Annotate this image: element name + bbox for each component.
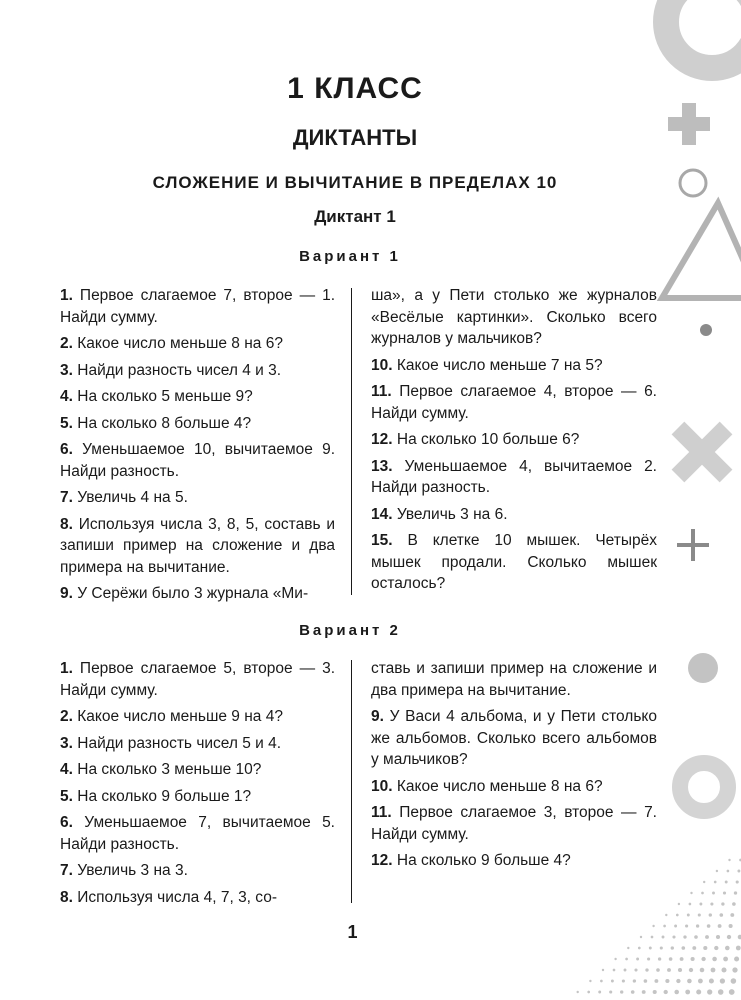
task-item bbox=[371, 429, 657, 451]
halftone-dot bbox=[703, 881, 705, 883]
grey-disc-icon bbox=[688, 653, 718, 683]
task-number: 3. bbox=[60, 734, 73, 752]
task-text: В клетке 10 мышек. Четырёх мышек продали. Сколько мышек осталось? bbox=[371, 532, 657, 592]
medium-ring-icon bbox=[680, 763, 728, 811]
halftone-dot bbox=[613, 969, 616, 972]
halftone-dot bbox=[674, 990, 679, 995]
task-item bbox=[60, 583, 335, 605]
task-number: 12. bbox=[371, 431, 393, 448]
halftone-dot bbox=[698, 979, 703, 984]
halftone-dot bbox=[680, 957, 684, 961]
halftone-dot bbox=[701, 957, 705, 961]
halftone-dot bbox=[633, 979, 636, 982]
halftone-dot bbox=[647, 957, 650, 960]
task-item bbox=[60, 759, 335, 781]
task-text: На сколько 8 больше 4? bbox=[77, 414, 252, 432]
halftone-dot bbox=[723, 891, 726, 894]
halftone-dot bbox=[660, 946, 663, 949]
task-item bbox=[60, 439, 335, 482]
halftone-dot bbox=[676, 979, 680, 983]
halftone-dot bbox=[725, 946, 730, 951]
halftone-dot bbox=[734, 956, 739, 961]
halftone-dot bbox=[727, 870, 730, 873]
task-text: Какое число меньше 7 на 5? bbox=[396, 356, 603, 374]
task-item bbox=[60, 887, 335, 909]
task-number: 1. bbox=[60, 660, 73, 677]
task-item bbox=[60, 413, 335, 435]
task-number: 12. bbox=[371, 852, 393, 869]
halftone-dot bbox=[676, 914, 679, 917]
task-text: Какое число меньше 9 на 4? bbox=[77, 708, 283, 725]
variant-1-title: Вариант 1 bbox=[299, 248, 401, 265]
task-item bbox=[371, 504, 657, 526]
task-text: На сколько 9 больше 1? bbox=[77, 787, 252, 805]
halftone-dot bbox=[644, 979, 648, 983]
halftone-dot bbox=[691, 957, 695, 961]
task-number: 4. bbox=[60, 388, 73, 405]
variant-1-left-column bbox=[60, 285, 335, 610]
task-item bbox=[371, 850, 657, 872]
task-number: 1. bbox=[60, 287, 73, 304]
halftone-dot bbox=[725, 881, 728, 884]
halftone-dot bbox=[642, 990, 646, 994]
variant-1-right-list bbox=[371, 355, 657, 595]
task-number: 8. bbox=[60, 515, 73, 533]
halftone-dot bbox=[719, 913, 723, 917]
halftone-dot bbox=[709, 913, 712, 916]
halftone-dot bbox=[678, 903, 680, 905]
halftone-dot bbox=[721, 967, 726, 972]
halftone-dot bbox=[730, 913, 734, 917]
task-text: Уменьшаемое 4, вычитаемое 2. Найди разность. bbox=[371, 457, 657, 496]
task-number: 5. bbox=[60, 787, 73, 805]
halftone-dot bbox=[624, 969, 627, 972]
halftone-dot bbox=[732, 902, 736, 906]
halftone-dot bbox=[671, 946, 674, 949]
halftone-dot bbox=[645, 968, 648, 971]
halftone-dot bbox=[699, 903, 702, 906]
task-item bbox=[371, 802, 657, 845]
halftone-dot bbox=[698, 913, 701, 916]
task-item bbox=[60, 386, 335, 408]
task-text: Какое число меньше 8 на 6? bbox=[77, 335, 283, 352]
task-number: 9. bbox=[371, 708, 384, 725]
task-text: Первое слагаемое 4, второе — 6. Найди сумму. bbox=[371, 383, 657, 422]
halftone-dot bbox=[667, 968, 671, 972]
halftone-dot bbox=[703, 946, 707, 950]
variant-2-left-column bbox=[60, 658, 335, 913]
halftone-dot bbox=[678, 968, 682, 972]
halftone-dot bbox=[714, 946, 718, 950]
halftone-dot bbox=[614, 958, 616, 960]
task-number: 7. bbox=[60, 489, 73, 506]
halftone-dot bbox=[729, 989, 735, 995]
halftone-dot bbox=[701, 892, 704, 895]
task-text: На сколько 3 меньше 10? bbox=[77, 761, 262, 778]
halftone-dot bbox=[620, 990, 623, 993]
variant-2-right-column bbox=[371, 658, 657, 877]
task-item bbox=[60, 658, 335, 701]
halftone-dot bbox=[577, 991, 579, 993]
halftone-dot bbox=[685, 990, 690, 995]
thin-plus-icon bbox=[677, 529, 709, 561]
halftone-dot bbox=[723, 957, 728, 962]
task-item bbox=[60, 812, 335, 855]
task-item bbox=[371, 355, 657, 377]
task-number: 3. bbox=[60, 361, 73, 379]
task-text: На сколько 5 меньше 9? bbox=[77, 388, 253, 405]
task-number: 9. bbox=[60, 585, 73, 602]
halftone-dot bbox=[658, 957, 661, 960]
page-number: 1 bbox=[347, 922, 358, 942]
halftone-dot bbox=[714, 881, 717, 884]
continuation-text: ша», а у Пети столько же журналов «Весёлые картинки». Сколько всего журналов у мальчиков? bbox=[371, 287, 657, 347]
halftone-dot bbox=[690, 892, 692, 894]
ring-icon bbox=[666, 0, 741, 68]
halftone-dot bbox=[598, 991, 601, 994]
task-item bbox=[60, 360, 335, 382]
halftone-dot bbox=[727, 935, 731, 939]
halftone-dot bbox=[625, 958, 628, 961]
halftone-dot bbox=[711, 968, 716, 973]
task-text: Найди разность чисел 4 и 3. bbox=[77, 361, 282, 379]
halftone-dot bbox=[705, 935, 709, 939]
task-item bbox=[371, 530, 657, 595]
halftone-dot bbox=[638, 947, 641, 950]
task-text: У Серёжи было 3 журнала «Ми- bbox=[77, 585, 309, 602]
halftone-dot bbox=[720, 978, 725, 983]
halftone-dot bbox=[721, 902, 724, 905]
task-number: 11. bbox=[371, 383, 392, 400]
task-text: Какое число меньше 8 на 6? bbox=[396, 777, 603, 795]
task-number: 2. bbox=[60, 335, 73, 352]
halftone-dot bbox=[718, 989, 724, 995]
task-number: 6. bbox=[60, 441, 73, 458]
task-item bbox=[371, 381, 657, 424]
halftone-dot bbox=[664, 990, 668, 994]
task-number: 11. bbox=[371, 804, 392, 821]
continuation-text: ставь и запиши пример на сложение и два примера на вычитание. bbox=[371, 660, 657, 699]
variant-2-title: Вариант 2 bbox=[299, 622, 401, 639]
halftone-dot bbox=[689, 903, 692, 906]
task-number: 15. bbox=[371, 532, 393, 549]
halftone-dot bbox=[707, 989, 712, 994]
task-text: У Васи 4 альбома, и у Пети столько же альбомов. Сколько всего альбомов у мальчиков? bbox=[371, 708, 657, 768]
task-text: Увеличь 3 на 3. bbox=[77, 862, 188, 879]
halftone-dot bbox=[654, 979, 658, 983]
variant-1-right-column bbox=[371, 285, 657, 600]
halftone-dot bbox=[700, 968, 705, 973]
variant-2-right-list bbox=[371, 706, 657, 872]
halftone-dot bbox=[587, 991, 590, 994]
task-number: 4. bbox=[60, 761, 73, 778]
task-item bbox=[60, 333, 335, 355]
dot-icon bbox=[700, 324, 712, 336]
halftone-dot bbox=[634, 968, 637, 971]
section-title: ДИКТАНТЫ bbox=[292, 125, 418, 150]
halftone-dot bbox=[687, 914, 690, 917]
halftone-dot bbox=[622, 979, 625, 982]
task-item bbox=[60, 487, 335, 509]
topic-title: СЛОЖЕНИЕ И ВЫЧИТАНИЕ В ПРЕДЕЛАХ 10 bbox=[152, 173, 558, 192]
halftone-dot bbox=[716, 870, 718, 872]
task-text: Уменьшаемое 7, вычитаемое 5. Найди разность. bbox=[60, 814, 335, 853]
task-item bbox=[371, 776, 657, 798]
halftone-dot bbox=[716, 935, 720, 939]
halftone-dot bbox=[731, 978, 737, 984]
halftone-dot bbox=[636, 958, 639, 961]
task-text: Первое слагаемое 3, второе — 7. Найди сумму. bbox=[371, 804, 657, 843]
task-text: Используя числа 3, 8, 5, составь и запиши пример на сложение и два примера на вычитание. bbox=[60, 515, 335, 576]
halftone-dot bbox=[627, 947, 629, 949]
halftone-dot bbox=[737, 870, 740, 873]
task-number: 10. bbox=[371, 777, 393, 795]
task-text: Уменьшаемое 10, вычитаемое 9. Найди разность. bbox=[60, 441, 335, 480]
halftone-dot bbox=[734, 891, 737, 894]
task-number: 6. bbox=[60, 814, 73, 831]
halftone-dot bbox=[681, 946, 685, 950]
halftone-dot bbox=[736, 946, 741, 951]
task-text: Увеличь 4 на 5. bbox=[77, 489, 188, 506]
task-text: Найди разность чисел 5 и 4. bbox=[77, 734, 282, 752]
task-text: Увеличь 3 на 6. bbox=[396, 505, 508, 523]
halftone-dot bbox=[611, 980, 614, 983]
halftone-dot bbox=[728, 859, 730, 861]
halftone-dot bbox=[732, 967, 737, 972]
halftone-dot bbox=[707, 924, 711, 928]
task-number: 10. bbox=[371, 356, 393, 374]
column-divider bbox=[351, 288, 352, 595]
halftone-dot bbox=[602, 969, 604, 971]
task-item bbox=[60, 706, 335, 728]
halftone-dot bbox=[631, 990, 635, 994]
task-number: 8. bbox=[60, 888, 73, 906]
task-text: Первое слагаемое 5, второе — 3. Найди сумму. bbox=[60, 660, 336, 699]
halftone-dot bbox=[649, 947, 652, 950]
halftone-dot bbox=[589, 980, 591, 982]
task-item bbox=[60, 860, 335, 882]
cross-icon bbox=[672, 422, 733, 483]
task-number: 7. bbox=[60, 862, 73, 879]
task-number: 2. bbox=[60, 708, 73, 725]
task-item bbox=[60, 285, 335, 328]
task-text: Первое слагаемое 7, второе — 1. Найди сумму. bbox=[60, 287, 336, 326]
halftone-dot bbox=[665, 979, 669, 983]
task-number: 14. bbox=[371, 505, 393, 523]
halftone-dot bbox=[710, 902, 713, 905]
task-text: Используя числа 4, 7, 3, со- bbox=[77, 888, 278, 906]
task-item bbox=[60, 786, 335, 808]
task-item bbox=[60, 733, 335, 755]
halftone-dot bbox=[669, 957, 673, 961]
halftone-dot bbox=[729, 924, 733, 928]
halftone-dot bbox=[709, 978, 714, 983]
task-item bbox=[371, 456, 657, 499]
halftone-dot bbox=[696, 989, 701, 994]
halftone-dot bbox=[665, 914, 667, 916]
halftone-dot bbox=[653, 990, 657, 994]
task-item bbox=[371, 706, 657, 771]
halftone-dot bbox=[692, 946, 696, 950]
halftone-dot bbox=[609, 990, 612, 993]
halftone-dot bbox=[689, 968, 693, 972]
task-item bbox=[60, 514, 335, 579]
halftone-dot bbox=[656, 968, 660, 972]
halftone-dot bbox=[687, 979, 692, 984]
halftone-dot bbox=[712, 892, 715, 895]
halftone-dot bbox=[600, 980, 603, 983]
task-number: 5. bbox=[60, 414, 73, 432]
column-divider bbox=[351, 660, 352, 903]
halftone-dot bbox=[712, 957, 717, 962]
task-text: На сколько 9 больше 4? bbox=[396, 852, 571, 869]
task-number: 13. bbox=[371, 457, 393, 475]
halftone-dot bbox=[736, 880, 739, 883]
dictation-title: Диктант 1 bbox=[314, 207, 396, 226]
class-title: 1 КЛАСС bbox=[287, 72, 423, 105]
halftone-dot bbox=[718, 924, 722, 928]
task-text: На сколько 10 больше 6? bbox=[396, 431, 580, 448]
